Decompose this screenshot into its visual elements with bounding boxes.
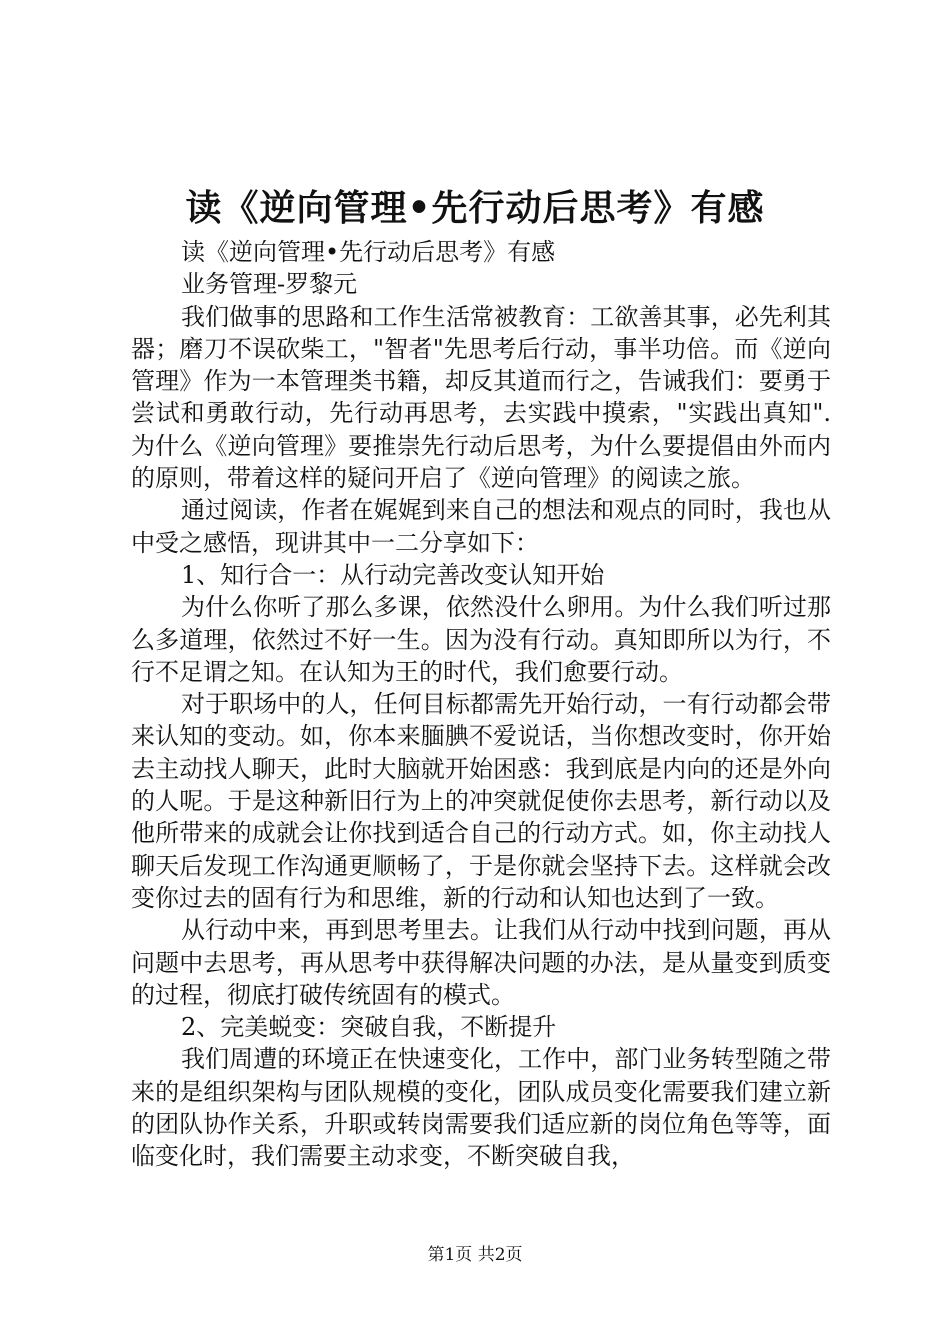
- paragraph-subtitle: 读《逆向管理•先行动后思考》有感: [181, 238, 556, 266]
- paragraph-author: 业务管理-罗黎元: [181, 270, 358, 299]
- paragraph-section1-a: 为什么你听了那么多课，依然没什么卵用。为什么我们听过那么多道理，依然过不好一生。因为没有行动。真知即所以为行，不行不足谓之知。在认知为王的时代，我们愈要行动。: [131, 593, 831, 686]
- section-heading-1: 1、知行合一：从行动完善改变认知开始: [181, 560, 605, 589]
- section-heading-2: 2、完美蜕变：突破自我，不断提升: [181, 1013, 557, 1042]
- document-title: 读《逆向管理•先行动后思考》有感: [185, 187, 765, 229]
- paragraph-intro: 我们做事的思路和工作生活常被教育：工欲善其事，必先利其器；磨刀不误砍柴工，"智者"先思考后行动，事半功倍。而《逆向管理》作为一本管理类书籍，却反其道而行之，告诫我们：要勇于尝试和勇敢行动，先行动再思考，去实践中摸索，"实践出真知".为什么《逆向管理》要推崇先行动后思考，为什么要提倡由外而内的原则，带着这样的疑问开启了《逆向管理》的阅读之旅。: [131, 302, 831, 493]
- paragraph-section1-c: 从行动中来，再到思考里去。让我们从行动中找到问题，再从问题中去思考，再从思考中获得解决问题的办法，是从量变到质变的过程，彻底打破传统固有的模式。: [131, 916, 831, 1009]
- page-footer: 第1页 共2页: [427, 1245, 523, 1265]
- document-body: [131, 236, 831, 1173]
- paragraph-section1-b: 对于职场中的人，任何目标都需先开始行动，一有行动都会带来认知的变动。如，你本来腼腆不爱说话，当你想改变时，你开始去主动找人聊天，此时大脑就开始困惑：我到底是内向的还是外向的人呢。于是这种新旧行为上的冲突就促使你去思考，新行动以及他所带来的成就会让你找到适合自己的行动方式。如，你主动找人聊天后发现工作沟通更顺畅了，于是你就会坚持下去。这样就会改变你过去的固有行为和思维，新的行动和认知也达到了一致。: [131, 690, 831, 912]
- paragraph-section2-a: 我们周遭的环境正在快速变化，工作中，部门业务转型随之带来的是组织架构与团队规模的变化，团队成员变化需要我们建立新的团队协作关系，升职或转岗需要我们适应新的岗位角色等等，面临变化时，我们需要主动求变，不断突破自我，: [131, 1045, 831, 1171]
- paragraph-reading: 通过阅读，作者在娓娓到来自己的想法和观点的同时，我也从中受之感悟，现讲其中一二分享如下：: [131, 496, 831, 557]
